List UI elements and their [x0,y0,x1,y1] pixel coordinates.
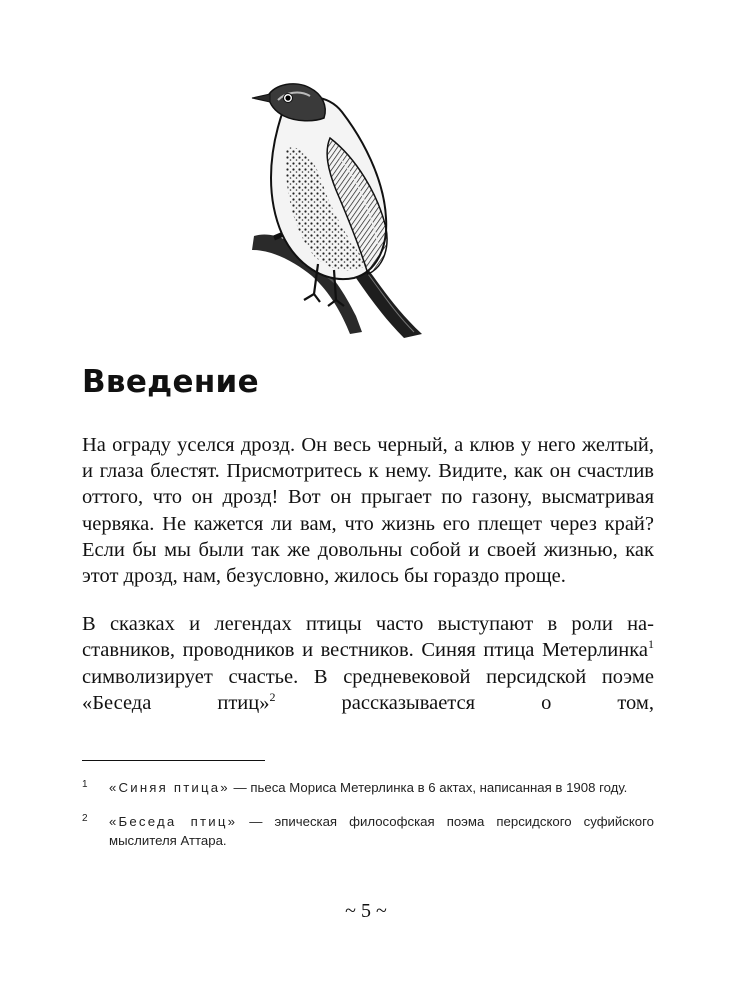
paragraph-2-text-b: символизирует счастье. В средневековой персидской поэме «Беседа птиц» [82,665,654,714]
footnote-text: — пьеса Мориса Метерлинка в 6 актах, написанная в 1908 году. [229,780,628,795]
footnote-ref-2[interactable]: 2 [269,690,276,704]
thrush-illustration [244,78,434,340]
footnote-text: — эпическая философская поэма персидского суфийского мыслителя Аттара. [109,813,654,848]
footnote-ref-1[interactable]: 1 [648,637,654,652]
body-text [82,432,654,738]
paragraph-2-text-c: рассказывается о том, [275,691,654,714]
paragraph-2-text-a: В сказках и легендах птицы часто выступают в роли наставников, проводников и вестников. Синяя птица Метерлинка [82,613,654,662]
footnotes [82,778,654,865]
footnote-divider [82,760,265,761]
paragraph-1: На ограду уселся дрозд. Он весь черный, а клюв у него желтый, и глаза блестят. Присмотритесь к нему. Видите, как он счастлив оттого, что он дрозд! Вот он прыгает по газону, высматривая червяка. Не кажется ли вам, что жизнь его плещет через край? Если бы мы были так же довольны собой и своей жизнью, как этот дрозд, нам, безусловно, жилось бы гораздо проще. [82,434,654,588]
footnote-number: 2 [82,812,88,824]
footnote-number: 1 [82,779,88,790]
page-number: ~ 5 ~ [345,900,387,922]
footnote-2 [82,812,654,851]
paragraph-2 [82,611,654,716]
footnote-title: «Беседа птиц» [109,813,238,829]
footnote-title: «Синяя птица» [109,780,230,795]
chapter-title: Введение [82,364,259,400]
footnote-1 [82,778,654,798]
